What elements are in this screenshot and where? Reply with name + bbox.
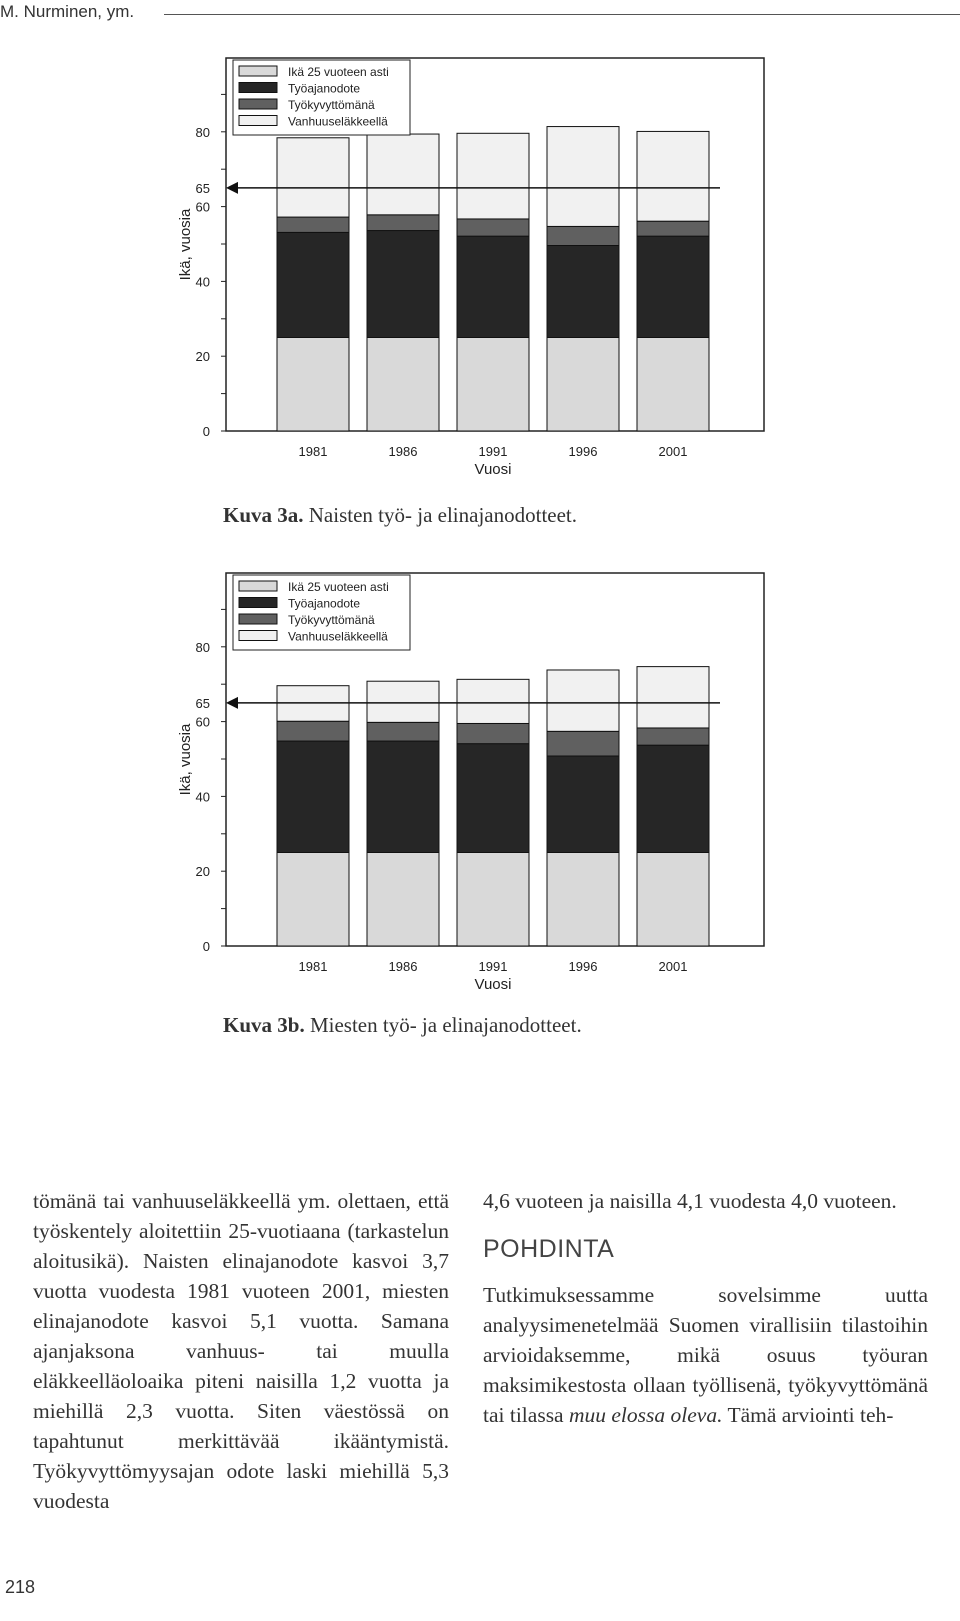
bar-segment	[277, 853, 349, 947]
legend-label: Työajanodote	[288, 81, 361, 96]
bar-segment	[457, 219, 529, 236]
bar-segment	[547, 853, 619, 947]
x-tick-label: 1986	[388, 959, 418, 974]
bar-segment	[367, 741, 439, 852]
bar-segment	[547, 731, 619, 756]
bar-segment	[457, 744, 529, 853]
bar-segment	[547, 245, 619, 337]
chart-miesten	[0, 515, 960, 1015]
bar-segment	[277, 338, 349, 432]
bar-segment	[457, 236, 529, 337]
legend-swatch	[239, 598, 277, 608]
y-tick-label: 60	[195, 714, 210, 730]
y-axis-label: Ikä, vuosia	[177, 208, 194, 281]
bar-segment	[367, 231, 439, 338]
x-tick-label: 1991	[478, 444, 508, 459]
y-tick-label: 80	[195, 639, 210, 655]
x-axis-label: Vuosi	[474, 976, 512, 993]
legend-swatch	[239, 66, 277, 76]
caption-text: Naisten työ- ja elinajanodotteet.	[303, 503, 578, 527]
legend-swatch	[239, 83, 277, 93]
legend-label: Työajanodote	[288, 596, 361, 611]
bar-segment	[367, 215, 439, 231]
y-tick-label: 60	[195, 199, 210, 215]
bar-segment	[277, 721, 349, 741]
x-tick-label: 1996	[568, 444, 598, 459]
caption-kuva-3b	[223, 1013, 582, 1038]
x-tick-label: 1996	[568, 959, 598, 974]
y-tick-label: 20	[195, 349, 210, 365]
bar-segment	[637, 221, 709, 236]
bar-segment	[367, 722, 439, 741]
y-tick-label: 65	[195, 180, 210, 196]
y-tick-label: 0	[202, 939, 210, 954]
body-column-left	[33, 1186, 449, 1516]
y-tick-label: 80	[195, 124, 210, 140]
x-tick-label: 1981	[298, 444, 328, 459]
bar-segment	[457, 338, 529, 432]
x-tick-label: 1986	[388, 444, 418, 459]
legend-swatch	[239, 614, 277, 624]
body-paragraph	[483, 1280, 928, 1430]
body-paragraph: tömänä tai vanhuuseläkkeellä ym. olettaen, että työskentely aloitettiin 25-vuotiaana (tarkastelun aloitusikä). Naisten elinajanodote kasvoi 3,7 vuotta vuodesta 1981 vuoteen 2001, miesten elinajanodote kasvoi 5,1 vuotta. Samana ajanjaksona vanhuus- tai muulla eläkkeelläoloaika piteni naisilla 1,2 vuotta ja miehillä 2,3 vuotta. Siten väestössä on tapahtunut merkittävää ikääntymistä. Työkyvyttömyysajan odote laski miehillä 5,3 vuodesta	[33, 1189, 449, 1513]
legend-label: Vanhuuseläkkeellä	[288, 114, 388, 129]
legend-swatch	[239, 99, 277, 109]
bar-segment	[277, 232, 349, 337]
bar-segment	[637, 667, 709, 728]
legend-label: Työkyvyttömänä	[288, 98, 375, 112]
italic-term: muu elossa oleva.	[568, 1403, 723, 1427]
caption-text: Miesten työ- ja elinajanodotteet.	[304, 1013, 582, 1037]
y-tick-label: 0	[202, 424, 210, 439]
legend-label: Ikä 25 vuoteen asti	[288, 580, 389, 594]
legend-swatch	[239, 631, 277, 641]
body-text: Tutkimuksessamme sovelsimme uutta analyysimenetelmää Suomen virallisiin tilastoihin arvioidaksemme, mikä osuus työuran maksimikestosta ollaan työllisenä, työkyvyttömänä tai tilassa	[483, 1283, 928, 1427]
y-tick-label: 40	[195, 274, 210, 290]
x-axis-label: Vuosi	[474, 461, 512, 478]
bar-segment	[277, 741, 349, 852]
arrow-icon	[226, 182, 238, 194]
x-tick-label: 2001	[658, 444, 688, 459]
bar-segment	[637, 853, 709, 947]
caption-label: Kuva 3b.	[223, 1013, 305, 1037]
bar-segment	[547, 338, 619, 432]
bar-segment	[457, 133, 529, 219]
page-number: 218	[5, 1577, 36, 1597]
chart-naisten	[0, 0, 960, 500]
bar-segment	[277, 138, 349, 217]
legend-label: Ikä 25 vuoteen asti	[288, 65, 389, 79]
legend-swatch	[239, 581, 277, 591]
bar-segment	[637, 131, 709, 221]
bar-segment	[367, 338, 439, 432]
legend-label: Työkyvyttömänä	[288, 613, 375, 627]
y-tick-label: 40	[195, 789, 210, 805]
y-tick-label: 65	[195, 695, 210, 711]
bar-segment	[637, 236, 709, 337]
legend-label: Vanhuuseläkkeellä	[288, 629, 388, 644]
bar-segment	[547, 670, 619, 731]
y-tick-label: 20	[195, 864, 210, 880]
bar-segment	[277, 217, 349, 232]
bar-segment	[637, 745, 709, 852]
arrow-icon	[226, 697, 238, 709]
bar-segment	[367, 853, 439, 947]
bar-segment	[637, 338, 709, 432]
section-heading: POHDINTA	[483, 1235, 615, 1263]
caption-label: Kuva 3a.	[223, 503, 304, 527]
bar-segment	[547, 226, 619, 245]
bar-segment	[547, 127, 619, 227]
legend-swatch	[239, 116, 277, 126]
y-axis-label: Ikä, vuosia	[177, 723, 194, 796]
body-column-right	[483, 1186, 928, 1430]
bar-segment	[367, 134, 439, 215]
bar-segment	[457, 853, 529, 947]
bar-segment	[457, 679, 529, 723]
bar-segment	[457, 723, 529, 743]
x-tick-label: 1981	[298, 959, 328, 974]
x-tick-label: 2001	[658, 959, 688, 974]
bar-segment	[637, 728, 709, 745]
bar-segment	[547, 756, 619, 852]
bar-segment	[367, 681, 439, 722]
header-author: M. Nurminen, ym.	[0, 2, 135, 21]
body-paragraph: 4,6 vuoteen ja naisilla 4,1 vuodesta 4,0 vuoteen.	[483, 1189, 897, 1213]
body-text: Tämä arviointi teh-	[722, 1403, 894, 1427]
x-tick-label: 1991	[478, 959, 508, 974]
